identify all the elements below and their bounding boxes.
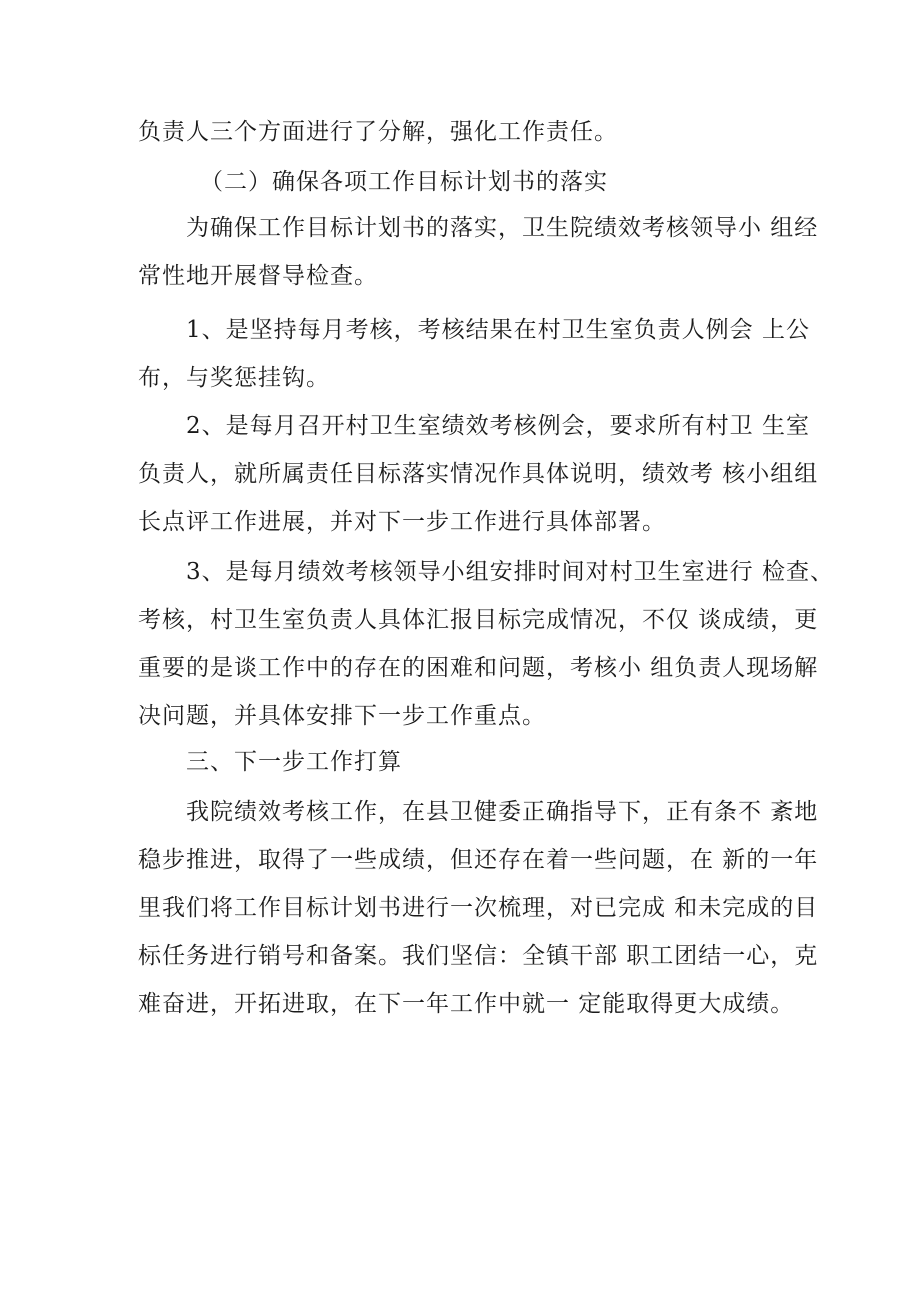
paragraph-line: 布，与奖惩挂钩。 [138, 365, 330, 391]
paragraph-line: 重要的是谈工作中的存在的困难和问题，考核小 组负责人现场解 [138, 655, 819, 681]
paragraph-line: 稳步推进，取得了一些成绩，但还存在着一些问题，在 新的一年 [138, 847, 819, 873]
paragraph-line: 2、是每月召开村卫生室绩效考核例会，要求所有村卫 生室 [186, 413, 810, 439]
paragraph-line: 为确保工作目标计划书的落实，卫生院绩效考核领导小 组经 [186, 215, 819, 241]
paragraph-line: 1、是坚持每月考核，考核结果在村卫生室负责人例会 上公 [186, 317, 810, 343]
paragraph-line: 负责人三个方面进行了分解，强化工作责任。 [138, 119, 618, 145]
paragraph-line: 3、是每月绩效考核领导小组安排时间对村卫生室进行 检查、 [186, 559, 834, 585]
section-heading: （二）确保各项工作目标计划书的落实 [200, 169, 608, 195]
paragraph-line: 里我们将工作目标计划书进行一次梳理，对已完成 和未完成的目 [138, 895, 819, 921]
paragraph-line: 标任务进行销号和备案。我们坚信：全镇干部 职工团结一心，克 [138, 943, 819, 969]
paragraph-line: 长点评工作进展，并对下一步工作进行具体部署。 [138, 509, 666, 535]
section-heading: 三、下一步工作打算 [186, 749, 402, 775]
paragraph-line: 负责人，就所属责任目标落实情况作具体说明，绩效考 核小组组 [138, 461, 819, 487]
paragraph-line: 考核，村卫生室负责人具体汇报目标完成情况，不仅 谈成绩，更 [138, 607, 819, 633]
paragraph-line: 我院绩效考核工作，在县卫健委正确指导下，正有条不 紊地 [186, 799, 819, 825]
paragraph-line: 决问题，并具体安排下一步工作重点。 [138, 703, 546, 729]
paragraph-line: 难奋进，开拓进取，在下一年工作中就一 定能取得更大成绩。 [138, 991, 795, 1017]
paragraph-line: 常性地开展督导检查。 [138, 263, 378, 289]
